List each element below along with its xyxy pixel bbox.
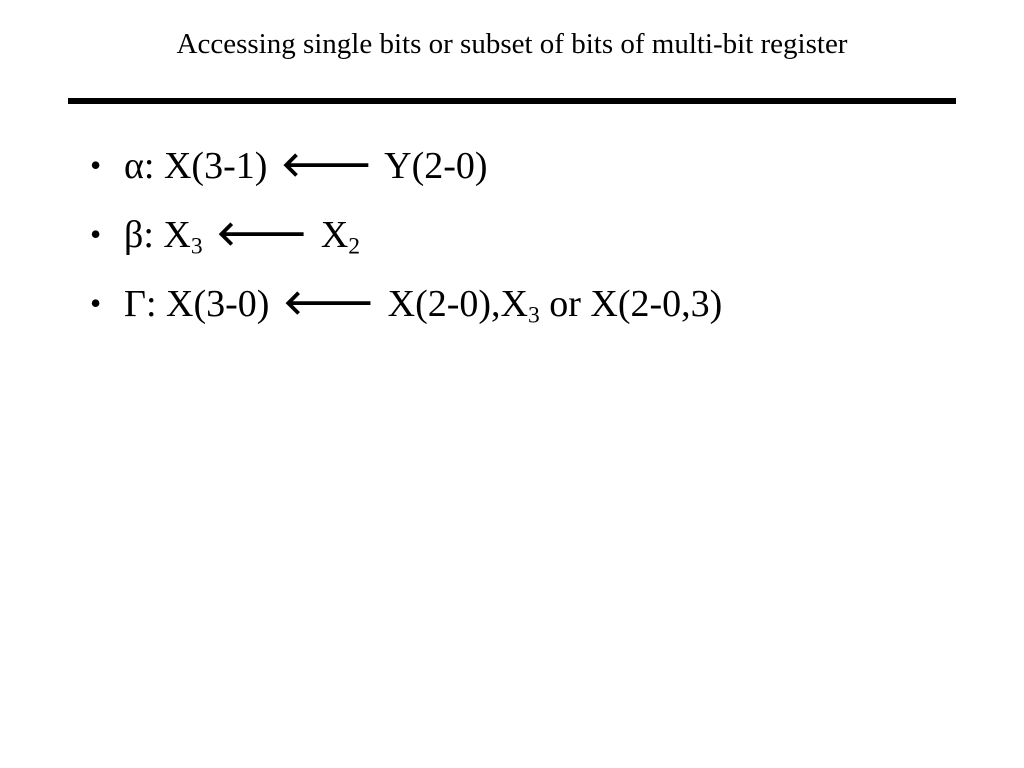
bullet-label: β: (124, 214, 154, 257)
rhs-main: X(2-0),X (387, 283, 528, 326)
left-arrow-icon: 🡐 (216, 214, 308, 254)
rhs-subscript: 3 (527, 302, 540, 329)
bullet-item-alpha (90, 138, 970, 207)
lhs-expression: X(3-0) (166, 283, 270, 326)
lhs-expression (163, 214, 203, 260)
rhs-subscript: 2 (348, 233, 361, 260)
rhs-expression (320, 214, 361, 260)
bullet-label: Γ: (124, 283, 157, 326)
bullet-icon: • (90, 147, 102, 183)
rhs-expression: Y(2-0) (384, 145, 488, 188)
bullet-list (90, 138, 970, 345)
left-arrow-icon: 🡐 (282, 283, 375, 323)
lhs-expression: X(3-1) (163, 145, 268, 188)
lhs-subscript: 3 (190, 233, 203, 260)
rhs-alt-expression: X(2-0,3) (590, 283, 723, 326)
rhs-expression (387, 283, 540, 329)
title-divider (68, 98, 956, 104)
rhs-base: X (320, 214, 349, 257)
bullet-icon: • (90, 216, 102, 252)
slide-title: Accessing single bits or subset of bits of multi-bit register (176, 28, 848, 60)
bullet-item-beta (90, 207, 970, 276)
bullet-item-gamma (90, 276, 970, 345)
bullet-label: α: (124, 145, 155, 188)
bullet-icon: • (90, 285, 102, 321)
lhs-base: X (163, 214, 191, 257)
left-arrow-icon: 🡐 (280, 145, 373, 185)
connector-text: or (549, 283, 581, 326)
